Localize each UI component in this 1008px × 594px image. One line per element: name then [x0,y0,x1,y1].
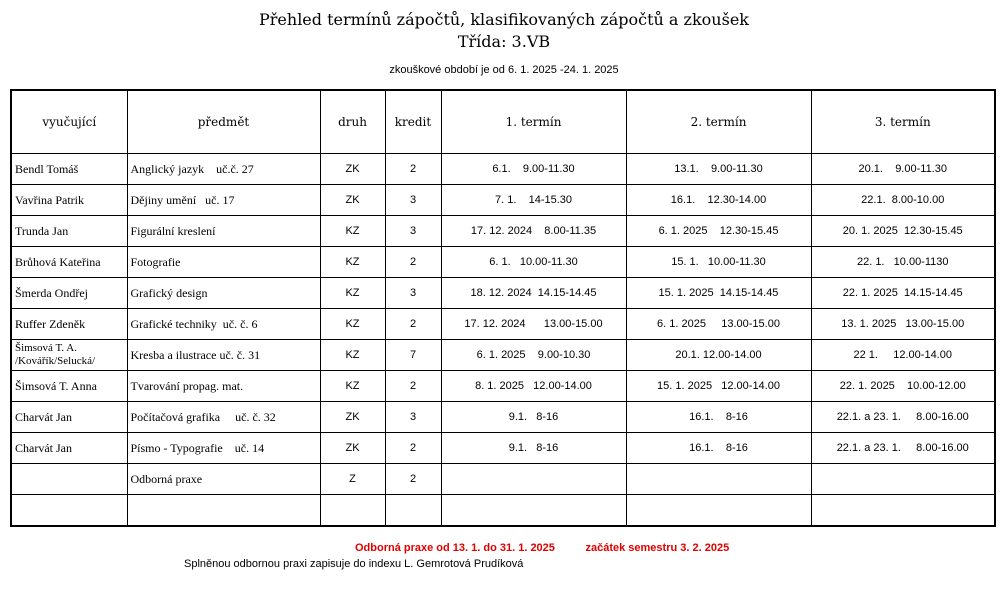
cell-teacher: Vavřina Patrik [11,185,127,216]
cell-term-3: 20.1. 9.00-11.30 [811,154,995,185]
exam-schedule-table [10,89,996,527]
cell-subject: Odborná praxe [127,464,320,495]
cell-term-2: 16.1. 12.30-14.00 [626,185,811,216]
table-header-row [11,90,995,154]
cell-subject: Počítačová grafika uč. č. 32 [127,402,320,433]
header-teacher: vyučující [11,90,127,154]
table-row [11,309,995,340]
cell-term-1: 7. 1. 14-15.30 [441,185,626,216]
cell-term-3: 22.1. 8.00-10.00 [811,185,995,216]
practice-record-note: Splněnou odbornou praxi zapisuje do indexu L. Gemrotová Prudíková [184,558,524,570]
cell-term-3: 20. 1. 2025 12.30-15.45 [811,216,995,247]
cell-term-2: 13.1. 9.00-11.30 [626,154,811,185]
cell-term-1: 6. 1. 2025 9.00-10.30 [441,340,626,371]
cell-teacher: Šimsová T. Anna [11,371,127,402]
cell-credit: 2 [385,371,441,402]
cell-teacher: Bendl Tomáš [11,154,127,185]
cell-teacher: Trunda Jan [11,216,127,247]
cell-term-1: 17. 12. 2024 8.00-11.35 [441,216,626,247]
header-credit: kredit [385,90,441,154]
cell-term-3 [811,464,995,495]
cell-subject: Dějiny umění uč. 17 [127,185,320,216]
cell-teacher: Ruffer Zdeněk [11,309,127,340]
cell-term-1: 17. 12. 2024 13.00-15.00 [441,309,626,340]
cell-subject: Grafické techniky uč. č. 6 [127,309,320,340]
cell-type: ZK [320,154,385,185]
cell-type: KZ [320,247,385,278]
header-term-2: 2. termín [626,90,811,154]
cell-credit: 2 [385,154,441,185]
table-row [11,495,995,527]
cell-teacher: Šimsová T. A. /Kovářík/Selucká/ [11,340,127,371]
cell-term-3 [811,495,995,527]
cell-teacher: Brůhová Kateřina [11,247,127,278]
cell-subject: Figurální kreslení [127,216,320,247]
cell-teacher [11,495,127,527]
cell-term-1: 6.1. 9.00-11.30 [441,154,626,185]
table-row [11,340,995,371]
class-title: Třída: 3.VB [457,32,551,51]
cell-type: KZ [320,340,385,371]
cell-term-1: 9.1. 8-16 [441,433,626,464]
cell-term-2 [626,464,811,495]
cell-term-2: 16.1. 8-16 [626,402,811,433]
cell-credit: 3 [385,278,441,309]
cell-credit: 7 [385,340,441,371]
table-row [11,247,995,278]
practice-note: Odborná praxe od 13. 1. do 31. 1. 2025 začátek semestru 3. 2. 2025 [355,542,730,554]
cell-term-1: 6. 1. 10.00-11.30 [441,247,626,278]
cell-type: KZ [320,278,385,309]
cell-term-2 [626,495,811,527]
cell-type: KZ [320,309,385,340]
cell-subject: Anglický jazyk uč.č. 27 [127,154,320,185]
cell-type: Z [320,464,385,495]
cell-teacher: Charvát Jan [11,402,127,433]
cell-credit: 3 [385,216,441,247]
table-row [11,216,995,247]
cell-teacher: Šmerda Ondřej [11,278,127,309]
cell-type: ZK [320,433,385,464]
table-row [11,154,995,185]
cell-type: KZ [320,371,385,402]
cell-term-1 [441,495,626,527]
cell-term-3: 22. 1. 2025 14.15-14.45 [811,278,995,309]
cell-term-3: 13. 1. 2025 13.00-15.00 [811,309,995,340]
table-row [11,433,995,464]
cell-credit: 2 [385,247,441,278]
cell-term-3: 22 1. 12.00-14.00 [811,340,995,371]
cell-term-3: 22.1. a 23. 1. 8.00-16.00 [811,433,995,464]
cell-subject: Písmo - Typografie uč. 14 [127,433,320,464]
header-type: druh [320,90,385,154]
cell-subject: Kresba a ilustrace uč. č. 31 [127,340,320,371]
cell-term-3: 22.1. a 23. 1. 8.00-16.00 [811,402,995,433]
table-row [11,464,995,495]
table-row [11,278,995,309]
cell-credit: 2 [385,309,441,340]
page-title: Přehled termínů zápočtů, klasifikovaných zápočtů a zkoušek [259,10,749,29]
header-term-1: 1. termín [441,90,626,154]
cell-term-2: 15. 1. 2025 12.00-14.00 [626,371,811,402]
table-row [11,185,995,216]
cell-type [320,495,385,527]
table-row [11,371,995,402]
cell-term-2: 6. 1. 2025 13.00-15.00 [626,309,811,340]
cell-teacher [11,464,127,495]
cell-term-2: 15. 1. 2025 14.15-14.45 [626,278,811,309]
cell-term-1: 18. 12. 2024 14.15-14.45 [441,278,626,309]
cell-term-2: 16.1. 8-16 [626,433,811,464]
table-row [11,402,995,433]
cell-subject: Tvarování propag. mat. [127,371,320,402]
cell-credit: 3 [385,185,441,216]
cell-credit: 3 [385,402,441,433]
header-subject: předmět [127,90,320,154]
cell-term-1: 8. 1. 2025 12.00-14.00 [441,371,626,402]
cell-type: ZK [320,402,385,433]
cell-term-3: 22. 1. 10.00-1130 [811,247,995,278]
cell-teacher: Charvát Jan [11,433,127,464]
cell-term-1: 9.1. 8-16 [441,402,626,433]
cell-type: ZK [320,185,385,216]
cell-term-2: 20.1. 12.00-14.00 [626,340,811,371]
cell-subject [127,495,320,527]
cell-term-1 [441,464,626,495]
header-term-3: 3. termín [811,90,995,154]
cell-credit [385,495,441,527]
cell-type: KZ [320,216,385,247]
cell-term-2: 6. 1. 2025 12.30-15.45 [626,216,811,247]
cell-credit: 2 [385,433,441,464]
cell-credit: 2 [385,464,441,495]
exam-period-text: zkouškové období je od 6. 1. 2025 -24. 1. 2025 [389,64,619,76]
cell-term-3: 22. 1. 2025 10.00-12.00 [811,371,995,402]
cell-subject: Fotografie [127,247,320,278]
cell-subject: Grafický design [127,278,320,309]
cell-term-2: 15. 1. 10.00-11.30 [626,247,811,278]
